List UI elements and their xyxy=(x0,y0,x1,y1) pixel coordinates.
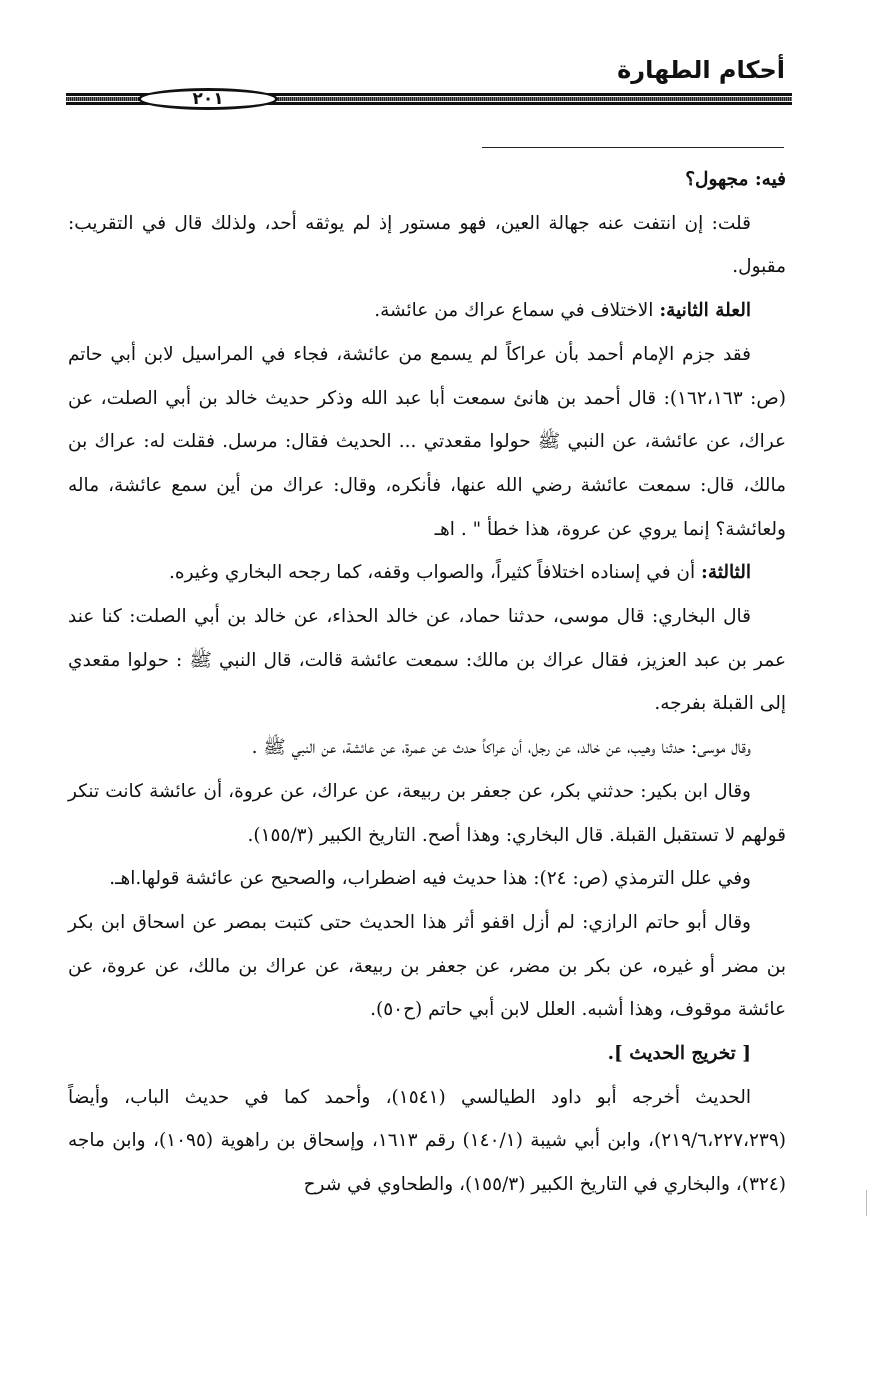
paragraph-label: الثالثة: xyxy=(701,562,751,584)
header-rule xyxy=(66,88,792,110)
paragraph-text: قلت: إن انتفت عنه جهالة العين، فهو مستور إذ لم يوثقه أحد، ولذلك قال في التقريب: مقبول. xyxy=(68,212,786,278)
page-number: ٢٠١ xyxy=(192,89,224,109)
scan-margin-mark xyxy=(866,1190,867,1216)
paragraph-text: فيه: مجهول؟ xyxy=(685,169,786,190)
paragraph-label: العلة الثانية: xyxy=(659,300,751,322)
paragraph-text: وفي علل الترمذي (ص: ٢٤): هذا حديث فيه اضطراب، والصحيح عن عائشة قولها.اهـ. xyxy=(109,868,751,890)
paragraph xyxy=(68,202,786,289)
paragraph xyxy=(68,289,786,333)
paragraph xyxy=(68,1076,786,1207)
section-heading-label: [ تخريج الحديث ]. xyxy=(607,1043,751,1065)
paragraph xyxy=(68,770,786,857)
paragraph-text: الاختلاف في سماع عراك من عائشة. xyxy=(374,300,660,322)
page-body xyxy=(68,158,786,1207)
paragraph xyxy=(68,595,786,726)
paragraph xyxy=(68,551,786,595)
paragraph-text: وقال موسى: حدثنا وهيب، عن خالد، عن رجل، أن عراكاً حدث عن عمرة، عن عائشة، عن النبي ﷺ . xyxy=(251,737,751,759)
paragraph-text: الحديث أخرجه أبو داود الطيالسي (١٥٤١)، وأحمد كما في حديث الباب، وأيضاً (٢١٩/٦،٢٢٧،٢٣٩)، وابن أبي شيبة (١٤٠/١) رقم ١٦١٣، وإسحاق بن راهوية (١٠٩٥)، وابن ماجه (٣٢٤)، والبخاري في التاريخ الكبير (١٥٥/٣)، والطحاوي في شرح xyxy=(68,1086,787,1196)
paragraph-text: فقد جزم الإمام أحمد بأن عراكاً لم يسمع من عائشة، فجاء في المراسيل لابن أبي حاتم (ص: ١٦٢،١٦٣): قال أحمد بن هانئ سمعت أبا عبد الله وذكر حديث خالد بن أبي الصلت، عن عراك، عن عائشة، عن النبي ﷺ حولوا مقعدتي ... الحديث فقال: مرسل. فقلت له: عراك بن مالك، قال: سمعت عائشة رضي الله عنها، فأنكره، وقال: عراك من أين سمع عائشة، ماله ولعائشة؟ إنما يروي عن عروة، هذا خطأ " . اهـ xyxy=(68,343,786,540)
paragraph xyxy=(68,333,786,552)
paragraph xyxy=(68,857,786,901)
paragraph xyxy=(68,901,786,1032)
page-number-badge xyxy=(138,88,278,110)
paragraph xyxy=(68,726,786,770)
paragraph-text: قال البخاري: قال موسى، حدثنا حماد، عن خالد الحذاء، عن خالد بن أبي الصلت: كنا عند عمر بن عبد العزيز، فقال عراك بن مالك: سمعت عائشة قالت، قال النبي ﷺ : حولوا مقعدي إلى القبلة بفرجه. xyxy=(68,606,786,715)
running-header-title: أحكام الطهارة xyxy=(617,56,785,84)
section-heading xyxy=(68,1032,786,1076)
paragraph-text: وقال ابن بكير: حدثني بكر، عن جعفر بن ربيعة، عن عراك، عن عروة، أن عائشة كانت تنكر قولهم لا تستقبل القبلة. قال البخاري: وهذا أصح. التاريخ الكبير (١٥٥/٣). xyxy=(68,780,786,846)
footnote-separator-rule xyxy=(482,147,784,148)
paragraph xyxy=(68,158,786,202)
paragraph-text: وقال أبو حاتم الرازي: لم أزل اقفو أثر هذا الحديث حتى كتبت بمصر عن اسحاق ابن بكر بن مضر أو غيره، عن بكر بن مضر، عن جعفر بن ربيعة، عن عراك بن مالك، عن عروة، عن عائشة موقوف، وهذا أشبه. العلل لابن أبي حاتم (ح٥٠). xyxy=(68,911,786,1021)
paragraph-text: أن في إسناده اختلافاً كثيراً، والصواب وقفه، كما رجحه البخاري وغيره. xyxy=(169,562,702,584)
